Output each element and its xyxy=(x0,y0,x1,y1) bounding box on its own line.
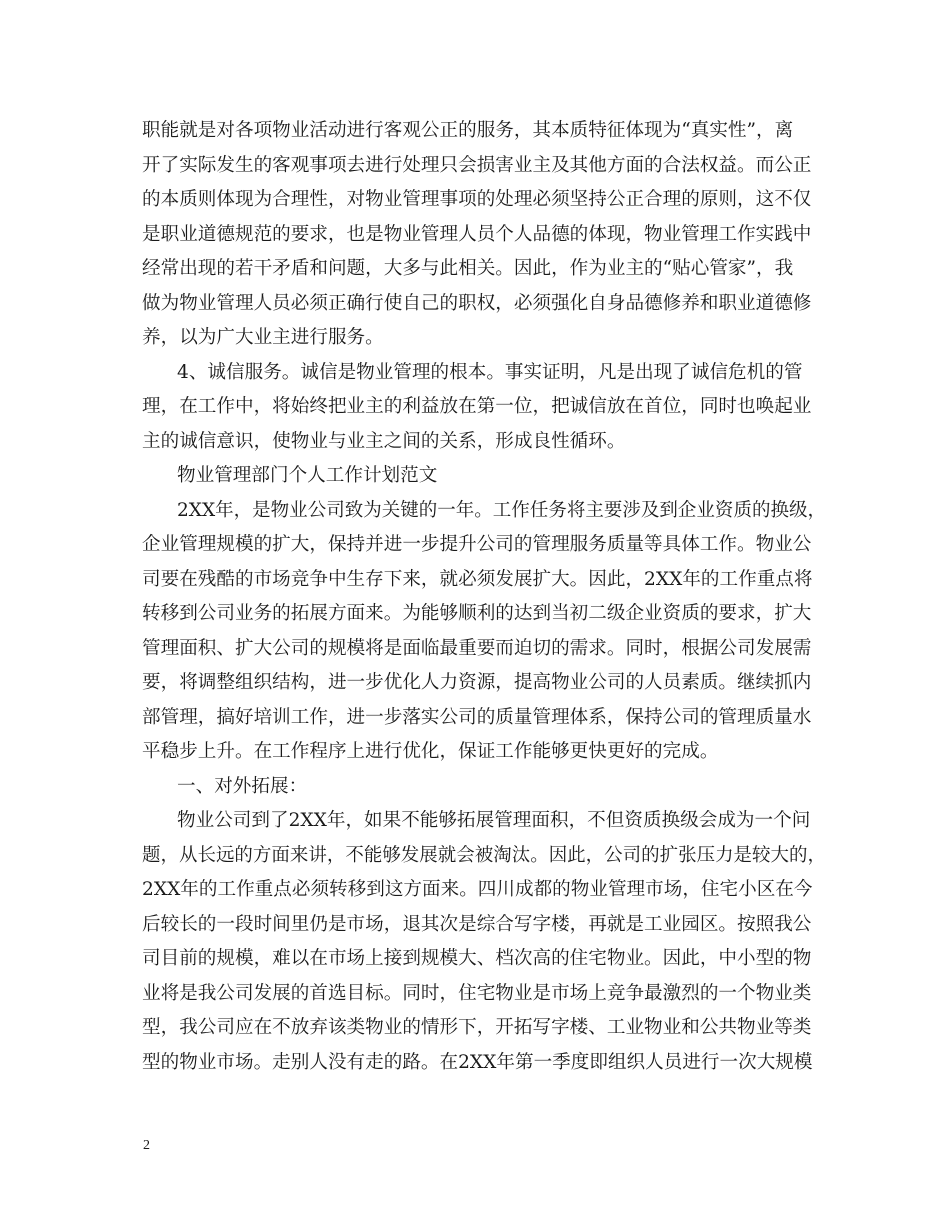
text-line: 管理面积、扩大公司的规模将是面临最重要而迫切的需求。同时，根据公司发展需 xyxy=(142,637,812,659)
text-line: 型，我公司应在不放弃该类物业的情形下，开拓写字楼、工业物业和公共物业等类 xyxy=(142,1017,812,1038)
text-line: 的本质则体现为合理性，对物业管理事项的处理必须坚持公正合理的原则，这不仅 xyxy=(142,189,812,210)
text-line: 题，从长远的方面来讲，不能够发展就会被淘汰。因此，公司的扩张压力是较大的， xyxy=(142,844,826,866)
text-line: 理，在工作中，将始终把业主的利益放在第一位，把诚信放在首位，同时也唤起业 xyxy=(142,396,812,417)
text-line: 养，以为广大业主进行服务。 xyxy=(142,327,384,348)
text-line: 要，将调整组织结构，进一步优化人力资源，提高物业公司的人员素质。继续抓内 xyxy=(142,672,812,693)
text-line: 型的物业市场。走别人没有走的路。在2XX年第一季度即组织人员进行一次大规模 xyxy=(142,1051,813,1073)
text-line: 做为物业管理人员必须正确行使自己的职权，必须强化自身品德修养和职业道德修 xyxy=(142,292,812,314)
text-line: 转移到公司业务的拓展方面来。为能够顺利的达到当初二级企业资质的要求，扩大 xyxy=(142,603,812,624)
page-number: 2 xyxy=(143,1138,150,1153)
text-line: 企业管理规模的扩大，保持并进一步提升公司的管理服务质量等具体工作。物业公 xyxy=(142,534,812,555)
text-line: 经常出现的若干矛盾和问题，大多与此相关。因此，作为业主的“贴心管家”，我 xyxy=(142,258,794,279)
text-line: 主的诚信意识，使物业与业主之间的关系，形成良性循环。 xyxy=(142,430,626,452)
text-line: 平稳步上升。在工作程序上进行优化，保证工作能够更快更好的完成。 xyxy=(142,741,719,762)
text-line: 后较长的一段时间里仍是市场，退其次是综合写字楼，再就是工业园区。按照我公 xyxy=(142,913,812,935)
text-line: 部管理，搞好培训工作，进一步落实公司的质量管理体系，保持公司的管理质量水 xyxy=(142,706,812,728)
body-text xyxy=(142,114,826,1080)
text-line: 2XX年的工作重点必须转移到这方面来。四川成都的物业管理市场，住宅小区在今 xyxy=(142,879,813,900)
text-line: 一、对外拓展： xyxy=(177,775,308,797)
text-line: 司要在残酷的市场竞争中生存下来，就必须发展扩大。因此，2XX年的工作重点将 xyxy=(142,568,813,590)
text-line: 是职业道德规范的要求，也是物业管理人员个人品德的体现，物业管理工作实践中 xyxy=(142,223,812,245)
text-line: 开了实际发生的客观事项去进行处理只会损害业主及其他方面的合法权益。而公正 xyxy=(142,154,812,176)
text-line: 物业公司到了2XX年，如果不能够拓展管理面积，不但资质换级会成为一个问 xyxy=(177,810,811,831)
text-line: 司目前的规模，难以在市场上接到规模大、档次高的住宅物业。因此，中小型的物 xyxy=(142,948,812,969)
text-line: 4、诚信服务。诚信是物业管理的根本。事实证明，凡是出现了诚信危机的管 xyxy=(177,361,803,383)
text-line: 2XX年，是物业公司致为关键的一年。工作任务将主要涉及到企业资质的换级， xyxy=(177,499,826,521)
text-line: 物业管理部门个人工作计划范文 xyxy=(177,465,438,486)
text-line: 职能就是对各项物业活动进行客观公正的服务，其本质特征体现为“真实性”，离 xyxy=(142,120,794,141)
text-line: 业将是我公司发展的首选目标。同时，住宅物业是市场上竞争最激烈的一个物业类 xyxy=(142,982,812,1004)
